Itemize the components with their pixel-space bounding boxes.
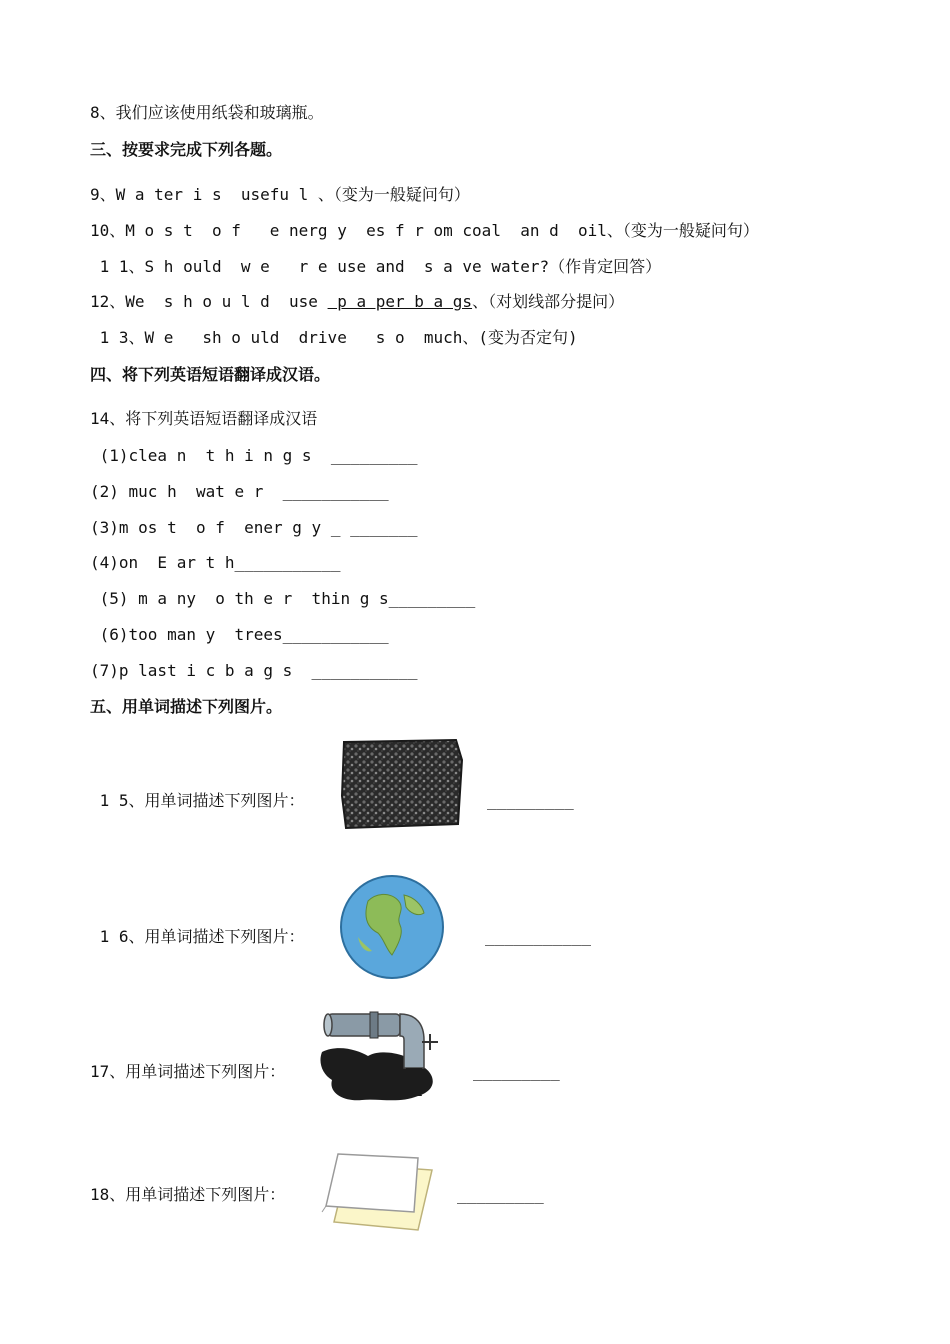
question-11: 1 1、S h ould w e r e use and s a ve water?（作肯定回答） bbox=[90, 257, 662, 276]
phrase-7: (7)p last i c b a g s ___________ bbox=[90, 661, 418, 680]
question-13: 1 3、W e sh o uld drive s o much、(变为否定句) bbox=[90, 328, 578, 347]
question-12 bbox=[90, 291, 624, 313]
section-3-heading: 三、按要求完成下列各题。 bbox=[90, 140, 283, 159]
question-9: 9、W a ter i s usefu l 、（变为一般疑问句） bbox=[90, 185, 470, 204]
question-17: 17、用单词描述下列图片： bbox=[90, 1062, 286, 1081]
section-4-heading: 四、将下列英语短语翻译成汉语。 bbox=[90, 365, 331, 384]
answer-blank-18[interactable]: _________ bbox=[457, 1185, 544, 1204]
question-12-underlined: p a per b a gs bbox=[327, 292, 473, 311]
answer-blank-15[interactable]: _________ bbox=[487, 791, 574, 810]
question-10: 10、M o s t o f e nerg y es f r om coal an d oil、（变为一般疑问句） bbox=[90, 221, 759, 240]
question-14: 14、将下列英语短语翻译成汉语 bbox=[90, 409, 318, 428]
question-12-prefix: 12、We s h o u l d use bbox=[90, 292, 328, 311]
coal-pile-image bbox=[338, 736, 466, 830]
question-18: 18、用单词描述下列图片： bbox=[90, 1185, 286, 1204]
phrase-5: (5) m a ny o th e r thin g s_________ bbox=[90, 589, 476, 608]
question-15: 1 5、用单词描述下列图片： bbox=[90, 791, 305, 810]
question-12-suffix: 、（对划线部分提问） bbox=[472, 292, 625, 311]
question-16: 1 6、用单词描述下列图片： bbox=[90, 927, 305, 946]
question-8: 8、我们应该使用纸袋和玻璃瓶。 bbox=[90, 103, 324, 122]
paper-sheets-image bbox=[318, 1150, 442, 1236]
answer-blank-16[interactable]: ___________ bbox=[485, 927, 591, 946]
phrase-3: (3)m os t o f ener g y _ _______ bbox=[90, 518, 418, 537]
phrase-6: (6)too man y trees___________ bbox=[90, 625, 389, 644]
answer-blank-17[interactable]: _________ bbox=[473, 1062, 560, 1081]
earth-globe-image bbox=[338, 873, 446, 981]
phrase-2: (2) muc h wat e r ___________ bbox=[90, 482, 389, 501]
section-5-heading: 五、用单词描述下列图片。 bbox=[90, 697, 283, 716]
phrase-1: (1)clea n t h i n g s _________ bbox=[90, 446, 418, 465]
oil-spill-image bbox=[318, 1004, 446, 1106]
phrase-4: (4)on E ar t h___________ bbox=[90, 553, 341, 572]
